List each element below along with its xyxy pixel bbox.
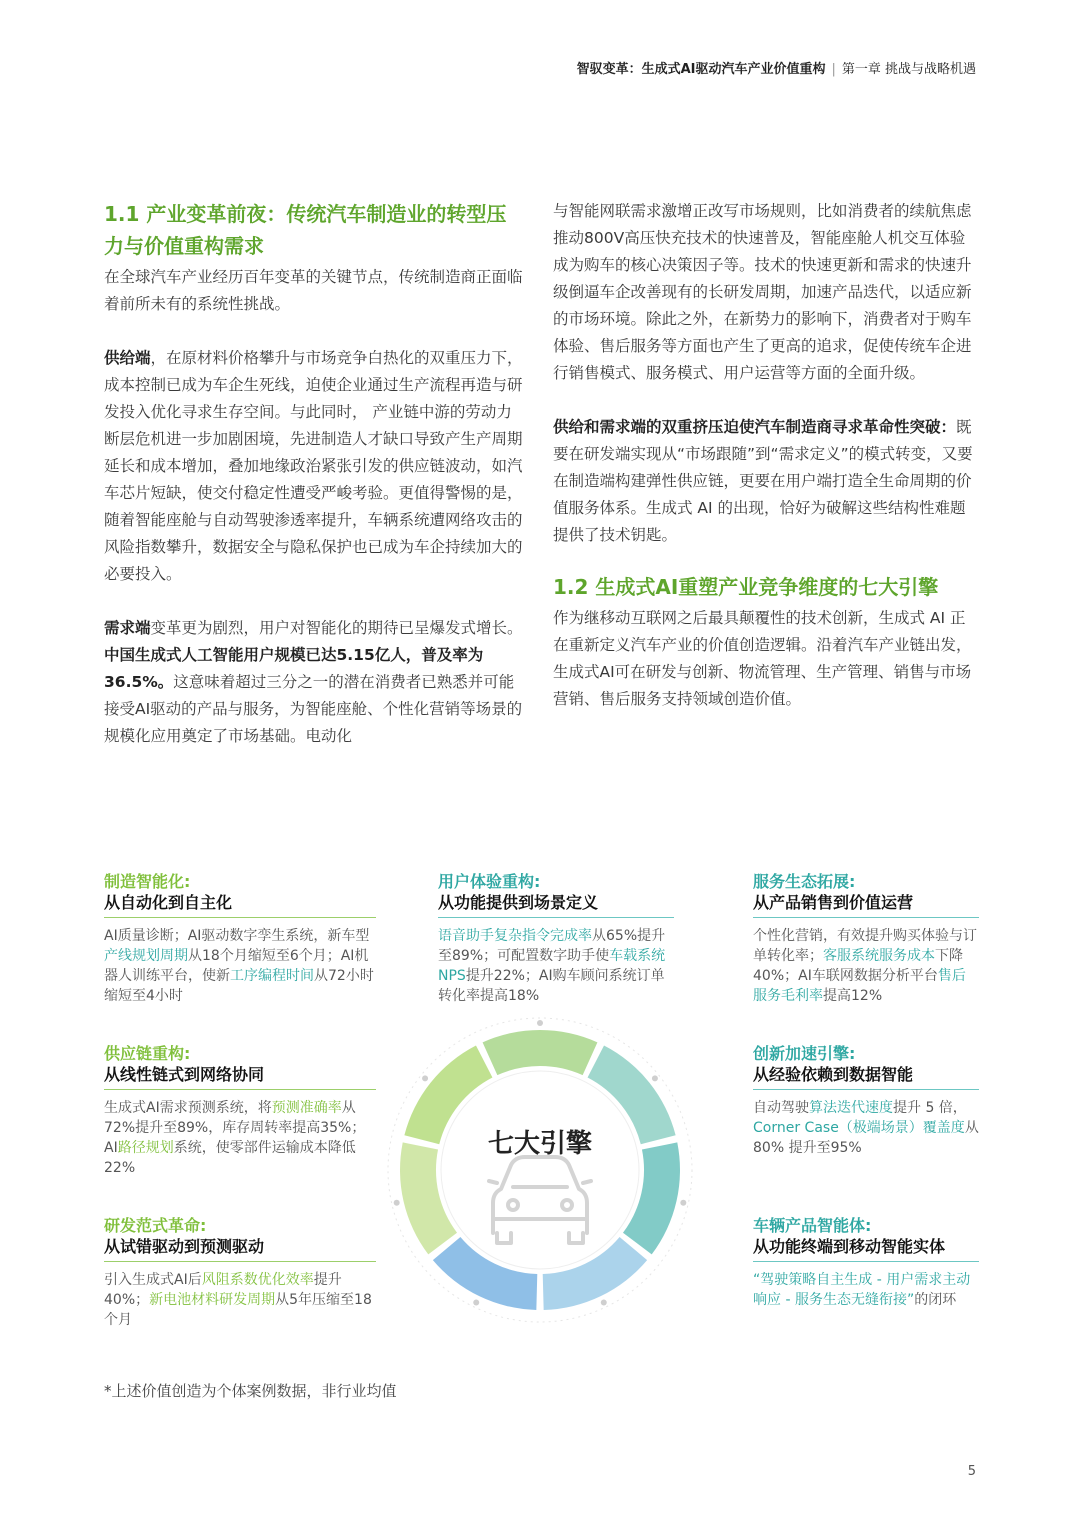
page-number: 5 (967, 1464, 976, 1479)
ring-segment (483, 1030, 598, 1075)
block-ux-title: 用户体验重构: (438, 872, 541, 891)
demand-label: 需求端 (104, 619, 151, 637)
block-rnd-title: 研发范式革命: (104, 1216, 207, 1235)
block-user-experience (438, 872, 674, 1006)
demand-text-1: 变革更为剧烈，用户对智能化的期待已呈爆发式增长。 (150, 619, 523, 637)
block-vehicle-title: 车辆产品智能体: (753, 1216, 872, 1235)
section-heading-1-2: 1.2 生成式AI重塑产业竞争维度的七大引擎 (553, 575, 939, 599)
block-vehicle-desc: “驾驶策略自主生成 - 用户需求主动响应 - 服务生态无缝衔接”的闭环 (753, 1272, 971, 1308)
block-innovation-subtitle: 从经验依赖到数据智能 (753, 1064, 979, 1090)
block-ux-subtitle: 从功能提供到场景定义 (438, 892, 674, 918)
block-supply-subtitle: 从线性链式到网络协同 (104, 1064, 376, 1090)
block-ux-desc: 语音助手复杂指令完成率从65%提升至89%；可配置数字助手使车载系统NPS提升22%；AI购车顾问系统订单转化率提高18% (438, 928, 666, 1004)
right-bold-lead: 供给和需求端的双重挤压迫使汽车制造商寻求革命性突破： (553, 418, 957, 436)
demand-paragraph (104, 615, 524, 750)
intro-paragraph: 在全球汽车产业经历百年变革的关键节点，传统制造商正面临着前所未有的系统性挑战。 (104, 268, 523, 313)
block-innovation (753, 1044, 979, 1158)
block-supply-desc: 生成式AI需求预测系统，将预测准确率从72%提升至89%，库存周转率提高35%；AI路径规划系统，使零部件运输成本降低 22% (104, 1100, 366, 1176)
block-innovation-title: 创新加速引擎: (753, 1044, 856, 1063)
right-paragraph-2 (553, 414, 973, 549)
block-service-subtitle: 从产品销售到价值运营 (753, 892, 979, 918)
ring-marker-dot (680, 1200, 686, 1206)
seven-engines-diagram (0, 860, 1080, 1360)
right-column (553, 198, 973, 740)
ring-marker-dot (422, 1075, 428, 1081)
page-header (577, 58, 976, 77)
block-manufacturing (104, 872, 376, 1006)
block-manufacturing-title: 制造智能化: (104, 872, 191, 891)
block-innovation-desc: 自动驾驶算法迭代速度提升 5 倍，Corner Case（极端场景）覆盖度从 80% 提升至95% (753, 1100, 979, 1156)
supply-label: 供给端 (104, 349, 151, 367)
block-rnd (104, 1216, 376, 1330)
ring-marker-dot (473, 1299, 479, 1305)
right-paragraph-3: 作为继移动互联网之后最具颠覆性的技术创新，生成式 AI 正在重新定义汽车产业的价值创造逻辑。沿着汽车产业链出发，生成式AI可在研发与创新、物流管理、生产管理、销售与市场营销、售后服务支持领域创造价值。 (553, 609, 972, 708)
header-separator: | (831, 62, 836, 77)
ring-center-title: 七大引擎 (487, 1129, 592, 1159)
block-service (753, 872, 979, 1006)
supply-paragraph (104, 345, 524, 588)
block-supply-title: 供应链重构: (104, 1044, 191, 1063)
ring-marker-dot (652, 1075, 658, 1081)
block-rnd-desc: 引入生成式AI后风阻系数优化效率提升40%；新电池材料研发周期从5年压缩至18个月 (104, 1272, 372, 1328)
block-service-desc: 个性化营销，有效提升购买体验与订单转化率；客服系统服务成本下降40%；AI车联网数据分析平台售后服务毛利率提高12% (753, 928, 977, 1004)
header-chapter: 第一章 挑战与战略机遇 (841, 62, 976, 77)
block-vehicle (753, 1216, 979, 1310)
engine-ring (385, 1015, 695, 1325)
demand-text-2: 这意味着超过三分之一的潜在消费者已熟悉并可能接受AI驱动的产品与服务，为智能座舱、个性化营销等场景的规模化应用奠定了市场基础。电动化 (104, 673, 523, 745)
header-title: 智驭变革：生成式AI驱动汽车产业价值重构 (576, 62, 826, 77)
block-supply-chain (104, 1044, 376, 1178)
right-text-2: 既要在研发端实现从“市场跟随”到“需求定义”的模式转变，又要在制造端构建弹性供应链，更要在用户端打造全生命周期的价值服务体系。生成式 AI 的出现，恰好为破解这些结构性难题提供了技术钥匙。 (553, 418, 973, 544)
supply-text: ，在原材料价格攀升与市场竞争白热化的双重压力下，成本控制已成为车企生死线，迫使企业通过生产流程再造与研发投入优化寻求生存空间。与此同时， 产业链中游的劳动力断层危机进一步加剧困境，先进制造人才缺口导致产生产周期延长和成本增加，叠加地缘政治紧张引发的供应链波动，如汽车芯片短缺，使交付稳定性遭受严峻考验。更值得警惕的是，随着智能座舱与自动驾驶渗透率提升，车辆系统遭网络攻击的风险指数攀升，数据安全与隐私保护也已成为车企持续加大的必要投入。 (104, 349, 523, 583)
engine-ring-graphic (385, 1015, 695, 1325)
demand-bold-stat: 中国生成式人工智能用户规模已达5.15亿人，普及率为36.5%。 (104, 646, 484, 691)
block-service-title: 服务生态拓展: (753, 872, 856, 891)
block-manufacturing-subtitle: 从自动化到自主化 (104, 892, 376, 918)
block-vehicle-subtitle: 从功能终端到移动智能实体 (753, 1236, 979, 1262)
right-paragraph-1: 与智能网联需求激增正改写市场规则，比如消费者的续航焦虑推动800V高压快充技术的快速普及，智能座舱人机交互体验成为购车的核心决策因子等。技术的快速更新和需求的快速升级倒逼车企改善现有的长研发周期，加速产品迭代，以适应新的市场环境。除此之外，在新势力的影响下，消费者对于购车体验、售后服务等方面也产生了更高的追求，促使传统车企进行销售模式、服务模式、用户运营等方面的全面升级。 (553, 202, 972, 382)
block-rnd-subtitle: 从试错驱动到预测驱动 (104, 1236, 376, 1262)
ring-marker-dot (394, 1200, 400, 1206)
ring-marker-dot (537, 1020, 543, 1026)
ring-marker-dot (601, 1299, 607, 1305)
footnote: *上述价值创造为个体案例数据，非行业均值 (104, 1382, 397, 1400)
section-heading-1-1: 1.1 产业变革前夜：传统汽车制造业的转型压力与价值重构需求 (104, 202, 507, 258)
left-column (104, 198, 524, 777)
block-manufacturing-desc: AI质量诊断；AI驱动数字孪生系统，新车型产线规划周期从18个月缩短至6个月；AI机器人训练平台，使新工序编程时间从72小时缩短至4小时 (104, 928, 374, 1004)
